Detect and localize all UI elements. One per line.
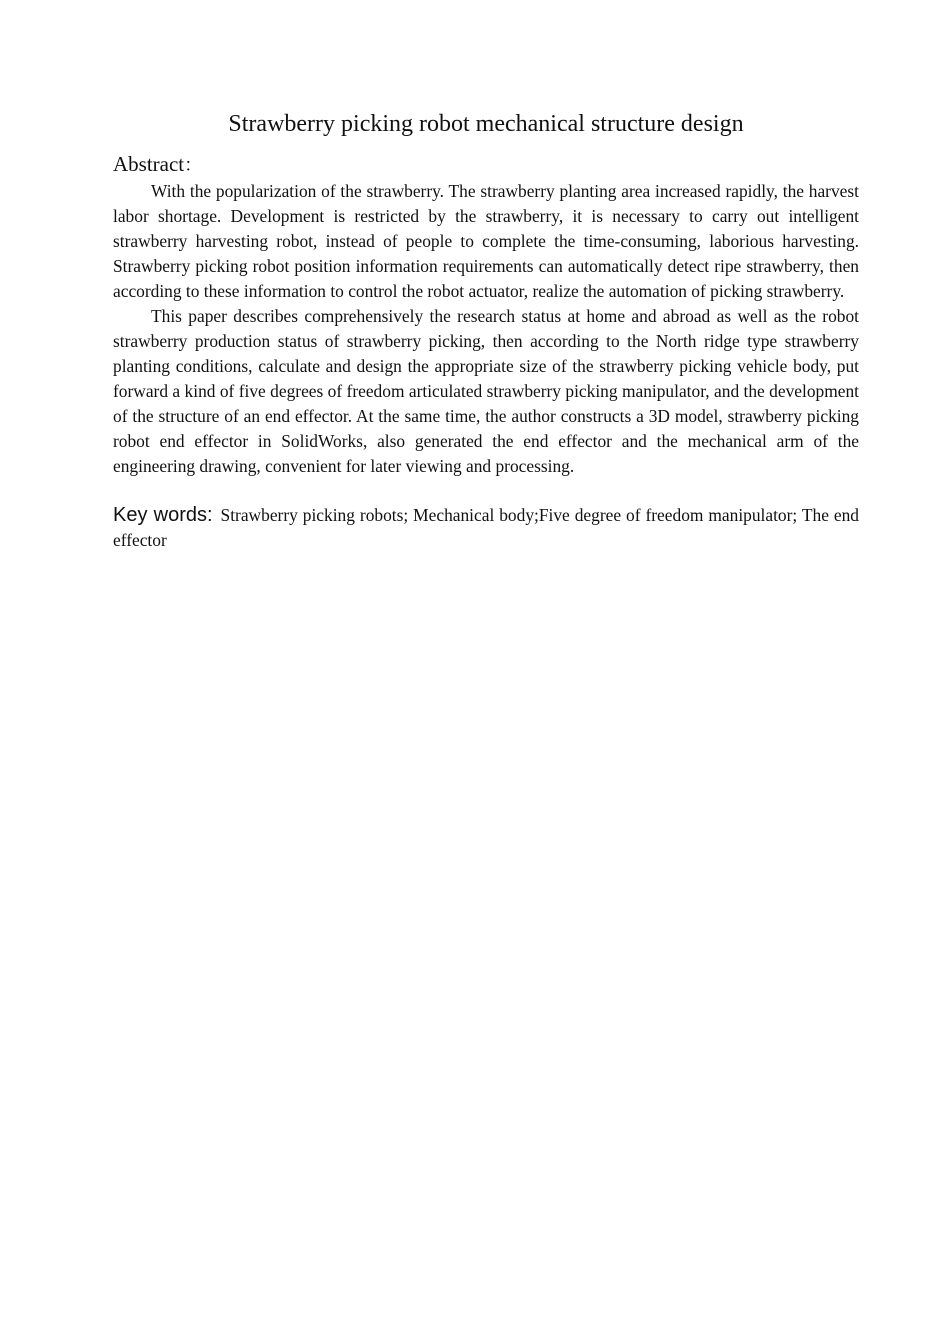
keywords-section xyxy=(113,503,859,553)
document-title: Strawberry picking robot mechanical structure design xyxy=(228,111,744,137)
document-page xyxy=(113,108,859,553)
abstract-colon: ： xyxy=(184,155,203,175)
abstract-paragraph-1: With the popularization of the strawberry. The strawberry planting area increased rapidly, the harvest labor shortage. Development is restricted by the strawberry, it is necessary to carry out intelligent strawberry harvesting robot, instead of people to complete the time-consuming, laborious harvesting. Strawberry picking robot position information requirements can automatically detect ripe strawberry, then according to these information to control the robot actuator, realize the automation of picking strawberry. xyxy=(113,181,859,301)
abstract-paragraph-2: This paper describes comprehensively the research status at home and abroad as well as the robot strawberry production status of strawberry picking, then according to the North ridge type strawberry planting conditions, calculate and design the appropriate size of the strawberry picking vehicle body, put forward a kind of five degrees of freedom articulated strawberry picking manipulator, and the development of the structure of an end effector. At the same time, the author constructs a 3D model, strawberry picking robot end effector in SolidWorks, also generated the end effector and the mechanical arm of the engineering drawing, convenient for later viewing and processing. xyxy=(113,306,859,476)
abstract-label: Abstract xyxy=(113,152,185,176)
keywords-text: Strawberry picking robots; Mechanical body;Five degree of freedom manipulator; The end effector xyxy=(113,505,859,550)
keywords-label: Key words: xyxy=(113,504,213,526)
abstract-heading xyxy=(113,150,859,179)
